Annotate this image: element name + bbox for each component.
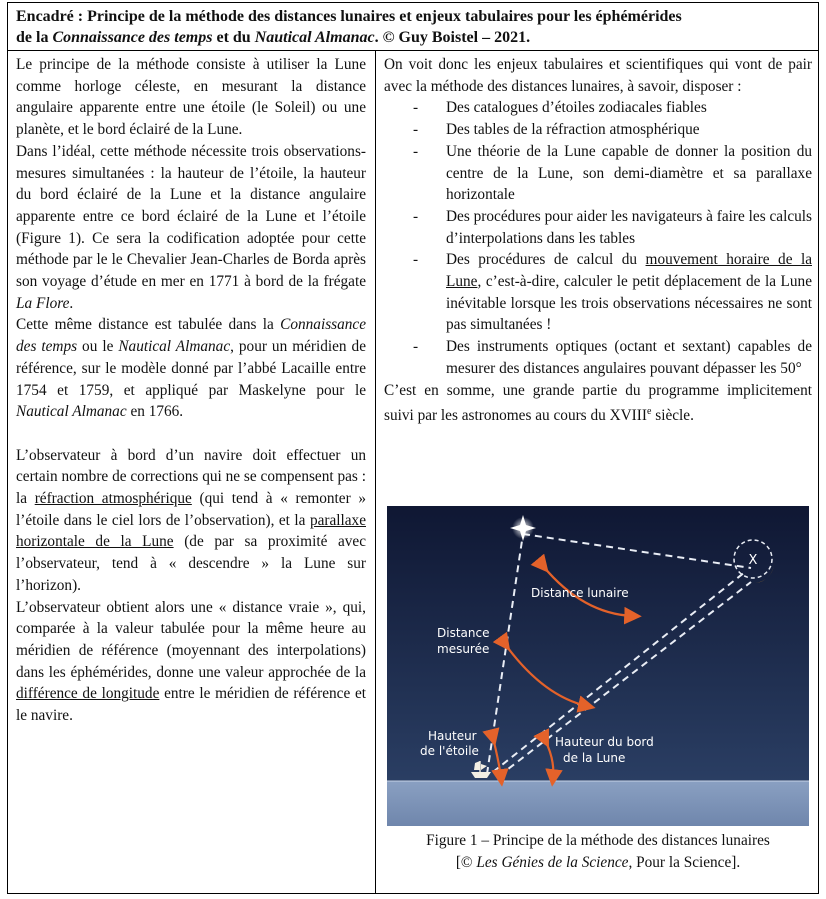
text: , c’est-à-dire, calculer le petit déplacement de la Lune inévitable lorsque les trois observations nécessaires ne sont pas simultanées !: [446, 273, 812, 334]
text: .: [69, 294, 74, 312]
italic-title: Nautical Almanac: [16, 403, 127, 421]
underlined-term: différence de longitude: [16, 685, 160, 703]
figure-1: [384, 506, 812, 873]
right-column: [384, 54, 812, 427]
label-hauteur: Hauteur: [428, 729, 477, 743]
superscript: e: [646, 406, 652, 418]
text: Dans l’idéal, cette méthode nécessite trois observations-mesures simultanées : la hauteur de l’étoile, la hauteur du bord éclairé de la Lune et la distance angulaire apparente entre ce bord éclairé de la Lune et l’étoile (Figure 1). Ce sera la codification adoptée pour cette méthode par le le Chevalier Jean-Charles de Borda après son voyage d’étude en mer en 1771 à bord de la frégate: [16, 142, 366, 291]
text: , Pour la Science].: [628, 853, 741, 871]
text: Cette même distance est tabulée dans la: [16, 316, 281, 334]
text: (de par sa proximité avec l’observateur, tend à « descendre » la Lune sur l’horizon).: [16, 533, 367, 594]
title-text: de la: [16, 29, 53, 46]
underlined-term: réfraction atmosphérique: [34, 490, 192, 508]
label-distance-lunaire: Distance lunaire: [531, 586, 629, 600]
moon-center-mark: X: [748, 553, 758, 568]
paragraph-tabulation: [16, 314, 366, 423]
paragraph-principle: Le principe de la méthode consiste à utiliser la Lune comme horloge céleste, en mesurant la distance angulaire apparente entre une étoile (le Soleil) ou une planète, et le bord éclairé de la Lune.: [16, 56, 366, 139]
list-item: - Des catalogues d’étoiles zodiacales fiables: [384, 97, 812, 119]
caption-line-2: [384, 852, 812, 874]
title-line-1: Encadré : Principe de la méthode des distances lunaires et enjeux tabulaires pour les éphémérides: [16, 8, 682, 25]
text: Des procédures de calcul du: [446, 251, 646, 269]
sea: [387, 781, 809, 826]
title-text: . © Guy Boistel – 2021.: [374, 29, 531, 46]
label-distance: Distance: [437, 626, 490, 640]
paragraph-true-distance: [16, 597, 366, 727]
text: L’observateur obtient alors une « distance vraie », qui, comparée à la valeur tabulée pour la même heure au méridien de référence (moyennant des interpolations) dans les éphémérides, donne une valeur approchée de la: [16, 598, 366, 681]
italic-title: Les Génies de la Science: [476, 853, 629, 871]
paragraph-outro: [384, 380, 812, 428]
left-column: [16, 54, 366, 727]
title-text: et du: [212, 29, 255, 46]
lunar-distance-diagram: [387, 506, 809, 826]
text: ou le: [77, 338, 119, 356]
text: [©: [455, 853, 477, 871]
underlined-term: mouvement horaire de la Lune: [446, 251, 812, 291]
paragraph-corrections: [16, 445, 366, 597]
title-italic-cdt: Connaissance des temps: [52, 29, 213, 46]
title-line-2: [16, 27, 810, 48]
italic-title: Connaissance des temps: [16, 316, 366, 356]
text: L’observateur à bord d’un navire doit effectuer un certain nombre de corrections qui ne se compensent pas : la: [16, 446, 366, 508]
ship-name: La Flore: [16, 294, 70, 312]
spacer: [16, 423, 366, 445]
list-item: - Des instruments optiques (octant et sextant) capables de mesurer des distances angulaires pouvant dépasser les 50°: [384, 336, 812, 379]
text: , pour un méridien de référence, sur le modèle donné par l’abbé Lacaille entre 1754 et 1759, et appliqué par Maskelyne pour le: [16, 338, 366, 399]
text: en 1766.: [126, 403, 184, 421]
title-italic-na: Nautical Almanac: [254, 29, 375, 46]
list-item: - Des tables de la réfraction atmosphérique: [384, 119, 812, 141]
box-title: [8, 3, 818, 51]
label-hauteur-du-bord: Hauteur du bord: [555, 735, 654, 749]
label-de-la-lune: de la Lune: [563, 751, 626, 765]
figure-caption: [384, 830, 812, 873]
text: (qui tend à « remonter » l’étoile dans le ciel lors de l’observation), et la: [16, 490, 366, 529]
underlined-term: parallaxe horizontale de la Lune: [16, 511, 366, 551]
italic-title: Nautical Almanac: [118, 338, 231, 356]
text: entre le méridien de référence et le navire.: [16, 685, 366, 725]
text: C’est en somme, une grande partie du programme implicitement suivi par les astronomes au cours du XVIII: [384, 381, 812, 425]
caption-line-1: Figure 1 – Principe de la méthode des distances lunaires: [426, 832, 770, 849]
label-de-l-etoile: de l'étoile: [420, 744, 479, 758]
paragraph-intro: On voit donc les enjeux tabulaires et scientifiques qui vont de pair avec la méthode des distances lunaires, à savoir, disposer :: [384, 56, 812, 95]
label-mesuree: mesurée: [437, 642, 490, 656]
text: siècle.: [651, 407, 694, 425]
list-item: - Des procédures pour aider les navigateurs à faire les calculs d’interpolations dans les tables: [384, 206, 812, 249]
requirements-list: [384, 97, 812, 379]
paragraph-ideal: [16, 141, 366, 315]
column-divider: [375, 51, 376, 893]
encadre-box: [7, 2, 819, 894]
list-item: [384, 249, 812, 336]
list-item: - Une théorie de la Lune capable de donner la position du centre de la Lune, son demi-diamètre et sa parallaxe horizontale: [384, 141, 812, 206]
